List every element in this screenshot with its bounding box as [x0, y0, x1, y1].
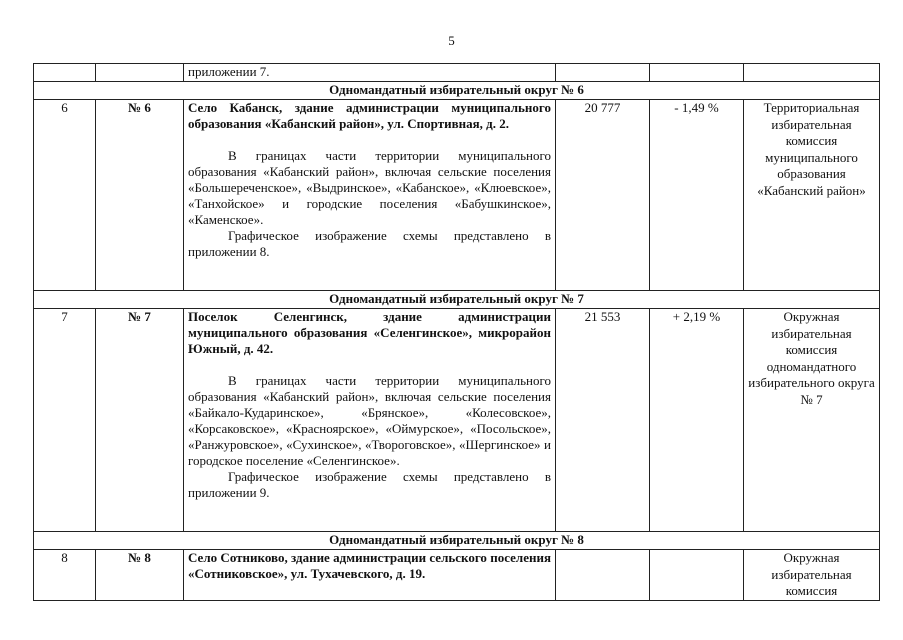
table-row [34, 309, 880, 532]
district-description [184, 100, 556, 291]
row-number: 7 [34, 309, 96, 532]
district-header: Одномандатный избирательный округ № 8 [34, 532, 880, 550]
district-code: № 8 [96, 550, 184, 601]
voters-count: 21 553 [556, 309, 650, 532]
district-header: Одномандатный избирательный округ № 7 [34, 291, 880, 309]
district-graphic-note: Графическое изображение схемы представлено в приложении 8. [188, 228, 551, 259]
page-number: 5 [448, 33, 455, 48]
district-header-row [34, 291, 880, 309]
deviation: + 2,19 % [650, 309, 744, 532]
commission: Окружная избирательная комиссия одномандатного избирательного округа № 7 [744, 309, 880, 532]
row-number: 8 [34, 550, 96, 601]
district-header: Одномандатный избирательный округ № 6 [34, 82, 880, 100]
continuation-text: приложении 7. [184, 64, 556, 82]
deviation: - 1,49 % [650, 100, 744, 291]
district-description [184, 309, 556, 532]
district-graphic-note: Графическое изображение схемы представлено в приложении 9. [188, 469, 551, 500]
commission: Окружная избирательная комиссия [744, 550, 880, 601]
table-row [34, 550, 880, 601]
district-address: Село Сотниково, здание администрации сельского поселения «Сотниковское», ул. Тухачевского, д. 19. [188, 550, 551, 581]
table-row-continuation [34, 64, 880, 82]
voters-count: 20 777 [556, 100, 650, 291]
district-address: Поселок Селенгинск, здание администрации муниципального образования «Селенгинское», микрорайон Южный, д. 42. [188, 309, 551, 356]
district-header-row [34, 532, 880, 550]
table-row [34, 100, 880, 291]
district-address: Село Кабанск, здание администрации муниципального образования «Кабанский район», ул. Спортивная, д. 2. [188, 100, 551, 131]
districts-table [33, 63, 880, 601]
district-description [184, 550, 556, 601]
district-boundaries: В границах части территории муниципального образования «Кабанский район», включая сельские поселения «Байкало-Кударинское», «Брянское», «Колесовское», «Корсаковское», «Красноярское», «Оймурское», «Посольское», «Ранжуровское», «Сухинское», «Твороговское», «Шергинское» и городское поселение «Селенгинское». [188, 373, 551, 468]
district-header-row [34, 82, 880, 100]
commission: Территориальная избирательная комиссия муниципального образования «Кабанский район» [744, 100, 880, 291]
row-number: 6 [34, 100, 96, 291]
district-boundaries: В границах части территории муниципального образования «Кабанский район», включая сельские поселения «Большереченское», «Выдринское», «Кабанское», «Клюевское», «Танхойское» и городские поселения «Бабушкинское», «Каменское». [188, 148, 551, 227]
district-code: № 7 [96, 309, 184, 532]
district-code: № 6 [96, 100, 184, 291]
